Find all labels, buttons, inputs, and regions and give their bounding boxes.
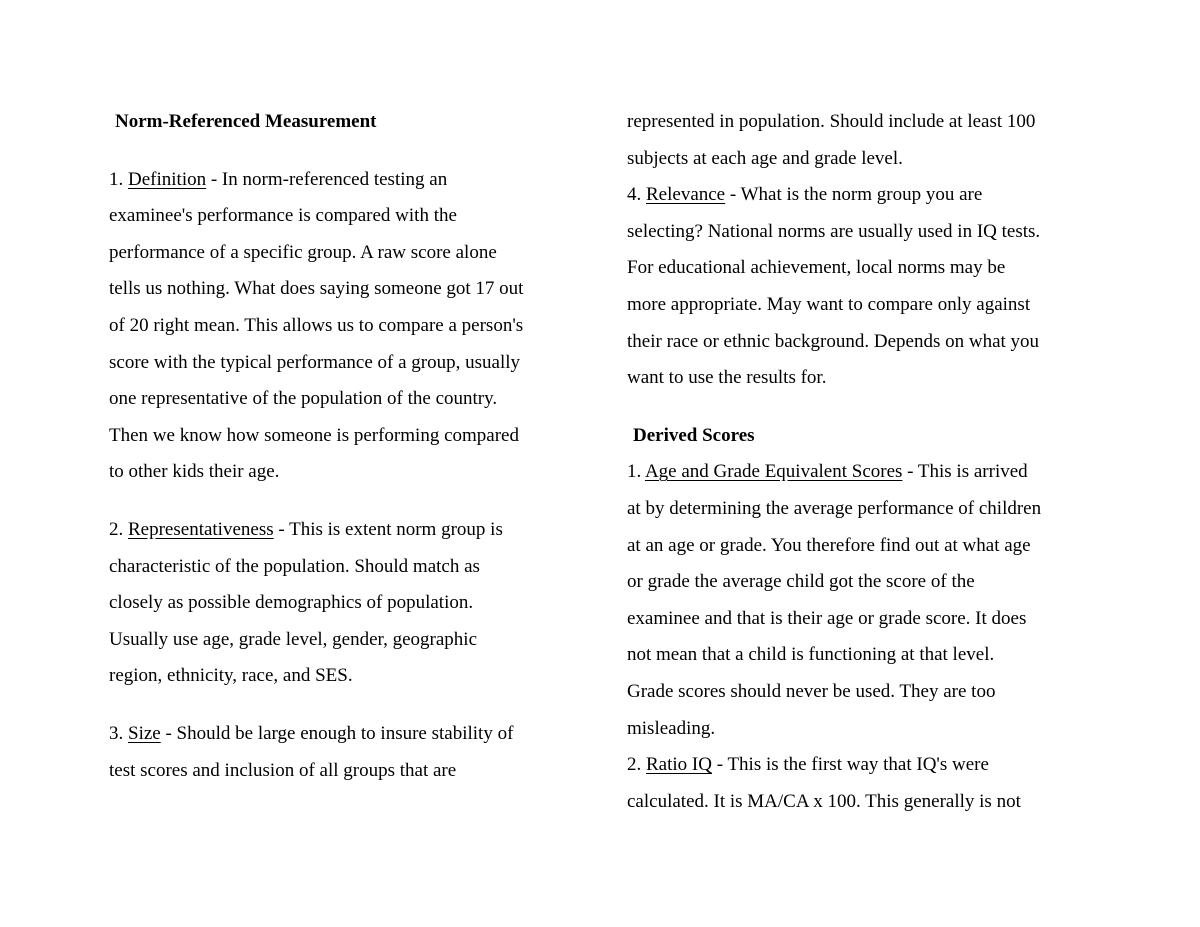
term-relevance: Relevance <box>646 184 726 206</box>
item-number: 1. <box>627 461 645 483</box>
representativeness-line-3: closely as possible demographics of population. <box>109 592 474 614</box>
relevance-line-6: want to use the results for. <box>627 367 827 389</box>
definition-line-8: Then we know how someone is performing compared <box>109 424 519 446</box>
age-grade-line-8: misleading. <box>627 717 716 739</box>
term-ratio-iq: Ratio IQ <box>646 754 712 776</box>
representativeness-text: - This is extent norm group is <box>273 518 503 540</box>
age-grade-line-7: Grade scores should never be used. They are too <box>627 680 996 702</box>
section-heading-derived-scores: Derived Scores <box>633 424 755 446</box>
age-grade-line-2: at by determining the average performance of children <box>627 497 1042 519</box>
size-continued-line-1: represented in population. Should include at least 100 <box>627 111 1036 132</box>
spacer <box>109 141 599 162</box>
term-size: Size <box>128 722 161 744</box>
ratio-iq-text: - This is the first way that IQ's were <box>711 754 989 776</box>
term-representativeness: Representativeness <box>128 518 274 540</box>
representativeness-line-2: characteristic of the population. Should match as <box>109 555 480 577</box>
ratio-iq-line-2: calculated. It is MA/CA x 100. This generally is not <box>627 790 1021 812</box>
age-grade-line-6: not mean that a child is functioning at that level. <box>627 644 995 666</box>
definition-line-5: of 20 right mean. This allows us to compare a person's <box>109 314 524 336</box>
relevance-line-1 <box>627 177 1117 214</box>
definition-line-4: tells us nothing. What does saying someone got 17 out <box>109 278 524 300</box>
item-number: 3. <box>109 722 128 744</box>
spacer <box>109 491 599 512</box>
definition-line-1 <box>109 162 599 199</box>
item-number: 2. <box>109 518 128 540</box>
age-grade-line-5: examinee and that is their age or grade score. It does <box>627 607 1027 629</box>
relevance-line-2: selecting? National norms are usually used in IQ tests. <box>627 220 1041 242</box>
age-grade-line-3: at an age or grade. You therefore find out at what age <box>627 534 1031 556</box>
relevance-line-3: For educational achievement, local norms may be <box>627 257 1006 279</box>
section-heading-norm-referenced: Norm-Referenced Measurement <box>115 111 377 132</box>
ratio-iq-line-1 <box>627 747 1117 784</box>
size-line-2: test scores and inclusion of all groups that are <box>109 759 457 781</box>
age-grade-text: - This is arrived <box>902 461 1028 483</box>
item-number: 4. <box>627 184 646 206</box>
item-number: 2. <box>627 754 646 776</box>
definition-line-9: to other kids their age. <box>109 461 280 483</box>
relevance-line-4: more appropriate. May want to compare only against <box>627 293 1031 315</box>
definition-line-2: examinee's performance is compared with the <box>109 205 457 227</box>
age-grade-line-4: or grade the average child got the score of the <box>627 571 975 593</box>
relevance-text: - What is the norm group you are <box>725 184 983 206</box>
relevance-line-5: their race or ethnic background. Depends on what you <box>627 330 1040 352</box>
definition-text: - In norm-referenced testing an <box>206 168 448 190</box>
representativeness-line-4: Usually use age, grade level, gender, geographic <box>109 628 478 650</box>
definition-line-7: one representative of the population of the country. <box>109 388 498 410</box>
spacer <box>109 695 599 716</box>
size-text: - Should be large enough to insure stability of <box>160 722 514 744</box>
representativeness-line-5: region, ethnicity, race, and SES. <box>109 665 353 687</box>
age-grade-line-1 <box>627 454 1117 491</box>
term-age-grade: Age and Grade Equivalent Scores <box>644 461 903 483</box>
size-line-1 <box>109 716 599 753</box>
definition-line-6: score with the typical performance of a group, usually <box>109 351 520 373</box>
right-column <box>627 104 1117 820</box>
item-number: 1. <box>109 168 128 190</box>
term-definition: Definition <box>128 168 207 190</box>
size-continued-line-2: subjects at each age and grade level. <box>627 147 903 169</box>
definition-line-3: performance of a specific group. A raw score alone <box>109 241 497 263</box>
representativeness-line-1 <box>109 512 599 549</box>
spacer <box>627 397 1117 418</box>
left-column <box>109 104 599 789</box>
